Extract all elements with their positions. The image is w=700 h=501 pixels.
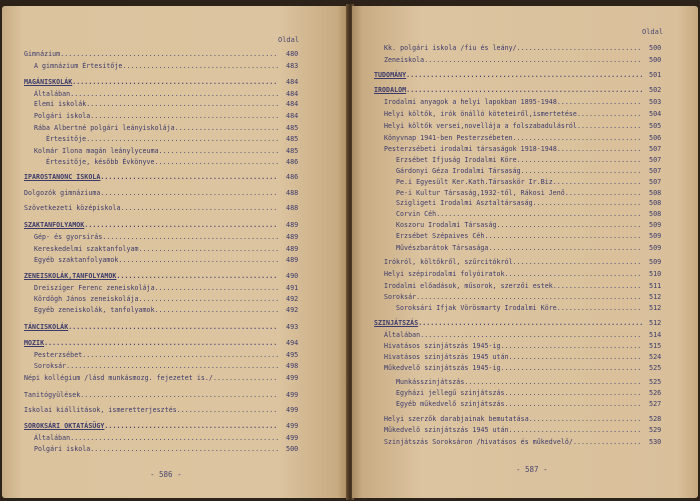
toc-entry — [46, 158, 278, 166]
toc-entry-title: Tanitógyülések — [24, 391, 81, 399]
toc-entry-title: Népi kollégium /lásd munkásmozg. fejezetet is./ — [24, 374, 213, 382]
toc-page-number: 489 — [286, 221, 299, 229]
dot-leader — [436, 210, 642, 218]
toc-entry — [24, 422, 278, 430]
toc-page-number: 488 — [286, 189, 299, 197]
toc-entry-title: Gép- és gyorsirás — [34, 233, 103, 241]
toc-entry — [34, 147, 278, 155]
toc-entry — [34, 100, 278, 108]
toc-page-number: 485 — [286, 124, 299, 132]
toc-entry-title: Irodalmi előadások, műsorok, szerzői estek — [384, 282, 553, 290]
dot-leader — [420, 331, 642, 339]
toc-entry-title: Hivatásos szinjátszás 1945 után — [384, 353, 509, 361]
toc-entry-title: A gimnázium Értesitője — [34, 62, 123, 70]
toc-entry — [374, 86, 642, 94]
dot-leader — [577, 110, 642, 118]
toc-entry — [24, 272, 278, 280]
toc-entry — [24, 78, 278, 86]
toc-entry-title: Művészbarátok Társasága — [396, 244, 489, 252]
toc-entry-title: TÁNCISKOLÁK — [24, 323, 69, 331]
left-page — [2, 6, 348, 498]
toc-entry — [396, 178, 642, 186]
toc-page-number: 502 — [649, 86, 662, 94]
dot-leader — [118, 256, 278, 264]
dot-leader — [488, 244, 642, 252]
toc-entry — [24, 391, 278, 399]
dot-leader — [90, 445, 278, 453]
toc-page-number: 483 — [286, 62, 299, 70]
dot-leader — [60, 50, 278, 58]
dot-leader — [116, 272, 278, 280]
toc-entry — [34, 256, 278, 264]
toc-entry — [24, 323, 278, 331]
dot-leader — [557, 98, 642, 106]
toc-entry — [34, 233, 278, 241]
dot-leader — [100, 189, 278, 197]
toc-entry — [384, 415, 642, 423]
toc-entry — [384, 331, 642, 339]
toc-page-number: 527 — [649, 400, 662, 408]
toc-page-number: 524 — [649, 353, 662, 361]
toc-page-number: 512 — [649, 293, 662, 301]
toc-entry — [384, 353, 642, 361]
toc-page-number: 526 — [649, 389, 662, 397]
dot-leader — [155, 158, 278, 166]
toc-page-number: 530 — [649, 438, 662, 446]
toc-page-number: 507 — [649, 156, 662, 164]
dot-leader — [68, 323, 278, 331]
toc-page-number: 493 — [286, 323, 299, 331]
toc-entry — [384, 145, 642, 153]
toc-entry-title: Hivatásos szinjátszás 1945-ig — [384, 342, 501, 350]
toc-page-number: 525 — [649, 364, 662, 372]
dot-leader — [505, 400, 642, 408]
toc-entry — [34, 62, 278, 70]
toc-entry-title: MAGÁNISKOLÁK — [24, 78, 73, 86]
toc-entry — [396, 378, 642, 386]
toc-page-number: 501 — [649, 71, 662, 79]
toc-entry-title: Erzsébet Szépaives Céh — [396, 232, 485, 240]
toc-page-number: 500 — [649, 44, 662, 52]
toc-page-number: 511 — [649, 282, 662, 290]
toc-page-number: 508 — [649, 189, 662, 197]
right-page — [352, 6, 698, 498]
toc-entry — [396, 199, 642, 207]
toc-entry-title: SZAKTANFOLYAMOK — [24, 221, 85, 229]
dot-leader — [122, 62, 278, 70]
toc-entry — [396, 400, 642, 408]
toc-page-number: 507 — [649, 178, 662, 186]
toc-entry — [384, 122, 642, 130]
toc-page-number: 484 — [286, 78, 299, 86]
dot-leader — [70, 90, 278, 98]
toc-entry-title: TUDOMÁNY — [374, 71, 407, 79]
toc-entry-title: Koszoru Irodalmi Társaság — [396, 221, 497, 229]
dot-leader — [80, 391, 278, 399]
toc-page-number: 484 — [286, 112, 299, 120]
toc-page-number: 505 — [649, 122, 662, 130]
dot-leader — [155, 284, 278, 292]
toc-entry-title: Helyi költők, irók önálló köteteiről,ismertetése — [384, 110, 577, 118]
toc-page-number: 500 — [286, 445, 299, 453]
toc-entry — [384, 293, 642, 301]
toc-entry-title: Soroksár — [34, 362, 67, 370]
dot-leader — [553, 282, 642, 290]
toc-entry — [374, 319, 642, 327]
toc-entry-title: Polgári iskola — [34, 112, 91, 120]
toc-entry — [384, 56, 642, 64]
toc-entry — [34, 434, 278, 442]
toc-page-number: 489 — [286, 245, 299, 253]
dot-leader — [159, 147, 278, 155]
toc-page-number: 484 — [286, 90, 299, 98]
dot-leader — [513, 134, 642, 142]
toc-entry-title: Kördögh János zeneiskolája — [34, 295, 139, 303]
toc-entry-title: Általában — [34, 90, 71, 98]
dot-leader — [513, 258, 642, 266]
toc-page-number: 510 — [649, 270, 662, 278]
page-column-header: Oldal — [278, 36, 300, 44]
dot-leader — [416, 293, 642, 301]
toc-entry-title: Szigligeti Irodalmi Asztaltársaság — [396, 199, 533, 207]
toc-entry-title: Szövetkezeti középiskola — [24, 204, 121, 212]
toc-entry-title: Műkedvelő szinjátszás 1945 után — [384, 426, 509, 434]
dot-leader — [521, 167, 642, 175]
toc-page-number: 486 — [286, 158, 299, 166]
dot-leader — [517, 156, 642, 164]
toc-page-number: 492 — [286, 306, 299, 314]
toc-page-number: 484 — [286, 100, 299, 108]
toc-entry-title: IPAROSTANONC ISKOLA — [24, 173, 101, 181]
dot-leader — [505, 270, 642, 278]
toc-page-number: 504 — [649, 110, 662, 118]
toc-entry-title: Egyéb műkedvelő szinjátszás — [396, 400, 505, 408]
dot-leader — [100, 173, 278, 181]
toc-entry-title: Kereskedelmi szaktanfolyam — [34, 245, 139, 253]
dot-leader — [120, 204, 278, 212]
toc-page-number: 490 — [286, 272, 299, 280]
page-number-footer: - 586 - — [150, 470, 182, 479]
toc-entry-title: Gárdonyi Géza Irodalmi Társaság — [396, 167, 521, 175]
toc-page-number: 514 — [649, 331, 662, 339]
dot-leader — [86, 100, 278, 108]
dot-leader — [501, 342, 642, 350]
toc-entry-title: Helyi szépirodalmi folyóiratok — [384, 270, 505, 278]
toc-page-number: 489 — [286, 256, 299, 264]
toc-entry-title: Gimnázium — [24, 50, 61, 58]
toc-page-number: 498 — [286, 362, 299, 370]
toc-entry-title: Zeneiskola — [384, 56, 425, 64]
toc-page-number: 499 — [286, 434, 299, 442]
toc-page-number: 512 — [649, 319, 662, 327]
toc-page-number: 489 — [286, 233, 299, 241]
toc-entry — [396, 221, 642, 229]
toc-entry — [396, 189, 642, 197]
toc-page-number: 480 — [286, 50, 299, 58]
dot-leader — [497, 221, 643, 229]
toc-entry-title: Helyi szerzők darabjainak bemutatása — [384, 415, 529, 423]
toc-page-number: 499 — [286, 406, 299, 414]
toc-entry — [34, 295, 278, 303]
toc-entry-title: Értesitője — [46, 135, 87, 143]
toc-page-number: 485 — [286, 147, 299, 155]
toc-entry-title: Pe-i Kultur Társaság,1932-től, Rákosi Jenő — [396, 189, 565, 197]
toc-entry-title: Corvin Céh — [396, 210, 437, 218]
toc-entry — [24, 189, 278, 197]
dot-leader — [509, 426, 642, 434]
toc-entry — [384, 98, 642, 106]
dot-leader — [484, 232, 642, 240]
toc-page-number: 500 — [649, 56, 662, 64]
dot-leader — [557, 145, 642, 153]
toc-entry-title: Polgári iskola — [34, 445, 91, 453]
toc-entry — [34, 112, 278, 120]
toc-entry — [384, 270, 642, 278]
toc-entry — [24, 339, 278, 347]
toc-page-number: 512 — [649, 304, 662, 312]
toc-page-number: 491 — [286, 284, 299, 292]
toc-entry-title: Helyi költők versei,novellája a folszabadulásról — [384, 122, 577, 130]
toc-entry-title: Erzsébet Ifjuság Irodalmi Köre — [396, 156, 517, 164]
dot-leader — [139, 295, 278, 303]
toc-page-number: 499 — [286, 391, 299, 399]
toc-page-number: 506 — [649, 134, 662, 142]
dot-leader — [533, 199, 642, 207]
toc-page-number: 508 — [649, 199, 662, 207]
toc-entry — [34, 351, 278, 359]
page-number-footer: - 587 - — [516, 465, 548, 474]
dot-leader — [155, 306, 278, 314]
toc-entry-title: Irókról, költőkről, szűrcitókról — [384, 258, 513, 266]
toc-page-number: 499 — [286, 422, 299, 430]
toc-entry — [384, 426, 642, 434]
toc-page-number: 508 — [649, 210, 662, 218]
toc-entry-title: Kk. polgári iskola /fiu és leány/ — [384, 44, 517, 52]
toc-entry — [396, 304, 642, 312]
toc-entry-title: Dreiszíger Ferenc zeneiskolája — [34, 284, 155, 292]
toc-entry-title: Dolgozók gimnáziuma — [24, 189, 101, 197]
toc-entry — [24, 374, 278, 382]
toc-page-number: 525 — [649, 378, 662, 386]
dot-leader — [44, 339, 278, 347]
toc-entry — [384, 110, 642, 118]
dot-leader — [66, 362, 278, 370]
toc-entry — [34, 306, 278, 314]
toc-entry — [34, 284, 278, 292]
toc-entry — [384, 282, 642, 290]
toc-page-number: 503 — [649, 98, 662, 106]
toc-entry — [396, 389, 642, 397]
dot-leader — [70, 434, 278, 442]
toc-entry-title: SZINJÁTSZÁS — [374, 319, 419, 327]
toc-entry-title: Pesterzsébet — [34, 351, 83, 359]
toc-page-number: 529 — [649, 426, 662, 434]
toc-entry — [34, 245, 278, 253]
toc-entry — [396, 244, 642, 252]
dot-leader — [406, 86, 642, 94]
dot-leader — [464, 378, 642, 386]
toc-entry — [396, 156, 642, 164]
dot-leader — [213, 374, 278, 382]
toc-entry-title: Általában — [384, 331, 421, 339]
dot-leader — [577, 122, 642, 130]
toc-entry — [46, 135, 278, 143]
dot-leader — [529, 415, 642, 423]
dot-leader — [86, 135, 278, 143]
dot-leader — [406, 71, 642, 79]
dot-leader — [509, 353, 642, 361]
dot-leader — [501, 364, 642, 372]
toc-entry — [384, 44, 642, 52]
dot-leader — [418, 319, 642, 327]
toc-page-number: 515 — [649, 342, 662, 350]
toc-entry — [396, 210, 642, 218]
toc-entry-title: Rába Albertné polgári leányiskolája — [34, 124, 175, 132]
toc-entry — [24, 173, 278, 181]
toc-entry-title: Irodalmi anyagok a helyi lapokban 1895-1948 — [384, 98, 557, 106]
dot-leader — [90, 112, 278, 120]
toc-entry-title: MOZIK — [24, 339, 45, 347]
toc-entry-title: Pe.i Egyesült Ker.Kath.Társaskör Ir.Biz — [396, 178, 553, 186]
toc-entry — [384, 342, 642, 350]
toc-entry — [396, 167, 642, 175]
toc-entry-title: IRODALOM — [374, 86, 407, 94]
toc-entry-title: Soroksári Ifjak Vörösmarty Irodalmi Köre — [396, 304, 557, 312]
toc-entry — [24, 204, 278, 212]
toc-entry — [34, 124, 278, 132]
dot-leader — [177, 406, 278, 414]
toc-entry-title: Egyéb szaktanfolyamok — [34, 256, 119, 264]
toc-entry-title: Kolmár Ilona magán leánylyceuma — [34, 147, 159, 155]
toc-page-number: 507 — [649, 167, 662, 175]
toc-page-number: 507 — [649, 145, 662, 153]
toc-page-number: 528 — [649, 415, 662, 423]
toc-page-number: 486 — [286, 173, 299, 181]
toc-entry-title: Elemi iskolák — [34, 100, 87, 108]
toc-entry — [34, 90, 278, 98]
toc-entry-title: Pesterzsébeti irodalmi társaságok 1918-1948 — [384, 145, 557, 153]
toc-entry-title: Értesitője, később Évkönyve — [46, 158, 155, 166]
toc-page-number: 509 — [649, 232, 662, 240]
toc-entry-title: Soroksár — [384, 293, 417, 301]
toc-page-number: 509 — [649, 258, 662, 266]
toc-entry-title: SOROKSÁRI OKTATÁSÜGY — [24, 422, 105, 430]
toc-entry — [34, 445, 278, 453]
toc-entry — [24, 50, 278, 58]
toc-entry — [384, 134, 642, 142]
dot-leader — [72, 78, 278, 86]
toc-entry — [396, 232, 642, 240]
dot-leader — [102, 233, 278, 241]
toc-entry-title: Könyvnap 1941-ben Pesterzsébeten — [384, 134, 513, 142]
toc-entry-title: Általában — [34, 434, 71, 442]
toc-entry-title: Műkedvelő szinjátszás 1945-ig — [384, 364, 501, 372]
toc-entry-title: Munkásszinjátszás — [396, 378, 465, 386]
toc-page-number: 492 — [286, 295, 299, 303]
toc-page-number: 485 — [286, 135, 299, 143]
dot-leader — [104, 422, 278, 430]
toc-entry-title: Szinjátszás Soroksáron /hivatásos és műkedvelő/ — [384, 438, 573, 446]
dot-leader — [553, 178, 642, 186]
dot-leader — [557, 304, 642, 312]
dot-leader — [424, 56, 642, 64]
toc-entry — [384, 438, 642, 446]
dot-leader — [565, 189, 642, 197]
toc-entry-title: Iskolai kiállitások, ismeretterjesztés — [24, 406, 177, 414]
page-column-header: Oldal — [642, 28, 664, 36]
dot-leader — [84, 221, 278, 229]
toc-page-number: 494 — [286, 339, 299, 347]
toc-entry-title: ZENEISKOLÁK,TANFOLYAMOK — [24, 272, 117, 280]
toc-entry-title: Egyházi jellegű szinjátszás — [396, 389, 505, 397]
dot-leader — [573, 438, 642, 446]
toc-page-number: 495 — [286, 351, 299, 359]
dot-leader — [175, 124, 278, 132]
toc-entry — [24, 406, 278, 414]
toc-page-number: 509 — [649, 221, 662, 229]
dot-leader — [517, 44, 642, 52]
toc-page-number: 488 — [286, 204, 299, 212]
toc-entry-title: Egyéb zeneiskolák, tanfolyamok — [34, 306, 155, 314]
dot-leader — [505, 389, 642, 397]
toc-page-number: 499 — [286, 374, 299, 382]
toc-entry — [24, 221, 278, 229]
toc-entry — [384, 364, 642, 372]
dot-leader — [139, 245, 278, 253]
toc-entry — [384, 258, 642, 266]
toc-entry — [34, 362, 278, 370]
toc-entry — [374, 71, 642, 79]
toc-page-number: 509 — [649, 244, 662, 252]
dot-leader — [82, 351, 278, 359]
